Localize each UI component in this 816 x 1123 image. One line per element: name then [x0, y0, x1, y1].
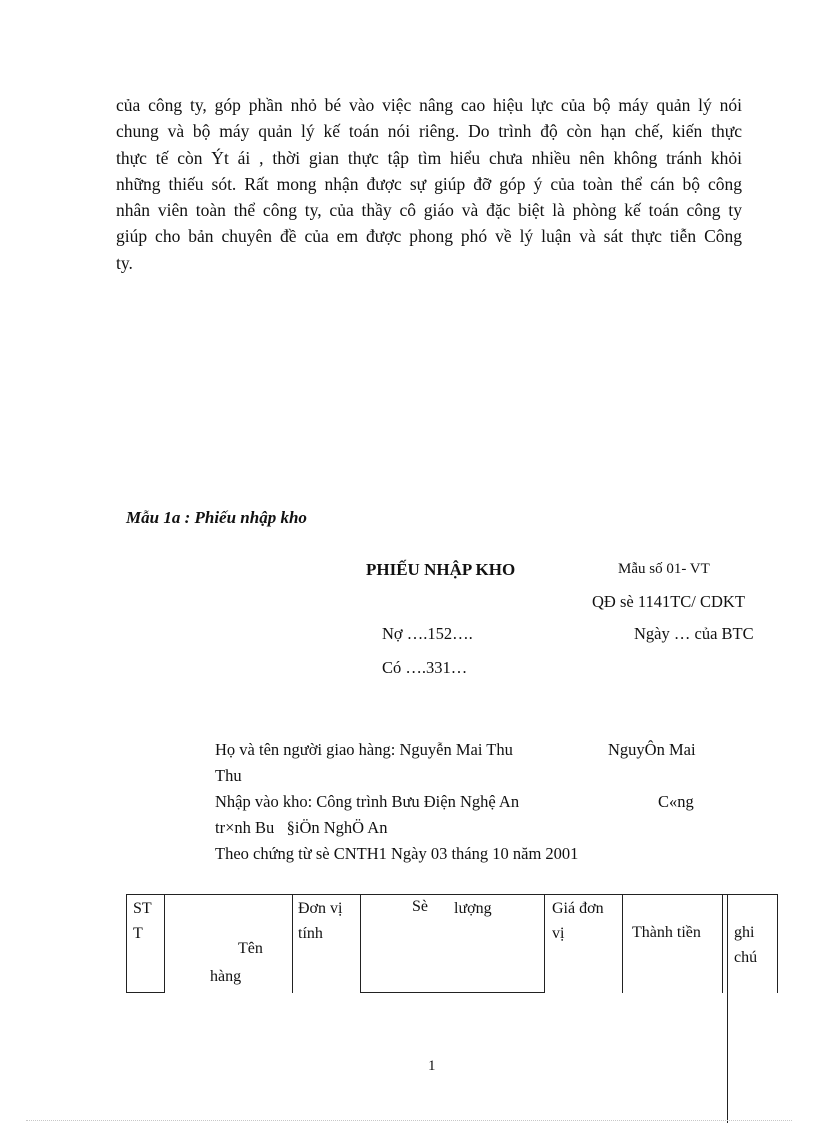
header-unit: Đơn vị tính	[298, 900, 343, 942]
paragraph-line: thực tế còn Ýt ái , thời gian thực tập tìm hiểu chưa nhiều nên không tránh khỏi	[116, 147, 742, 168]
header-note: ghi chú	[734, 924, 758, 966]
warehouse-line: Nhập vào kho: Công trình Bưu Điện Nghệ An	[215, 792, 520, 811]
paragraph-line: ty.	[116, 252, 133, 273]
form-title: PHIẾU NHẬP KHO	[366, 560, 516, 579]
paragraph-line: những thiếu sót. Rất mong nhận được sự giúp đỡ góp ý của toàn thể cán bộ công	[116, 173, 742, 194]
header-unit-price: Giá đơn vị	[552, 900, 604, 942]
header-qty: lượng	[454, 900, 492, 917]
header-amount: Thành tiền	[632, 924, 701, 941]
warehouse-line-cont: tr×nh Bu §iÖn NghÖ An	[215, 818, 388, 837]
voucher-line: Theo chứng từ sè CNTH1 Ngày 03 tháng 10 năm 2001	[215, 844, 579, 863]
paragraph-line: nhân viên toàn thể công ty, của thầy cô giáo và đặc biệt là phòng kế toán công ty	[116, 200, 742, 221]
decision-number: QĐ sè 1141TC/ CDKT	[592, 592, 745, 611]
header-stt: ST T	[133, 900, 152, 942]
debit-account: Nợ ….152….	[382, 624, 473, 643]
deliverer-line-garbled: NguyÔn Mai	[608, 740, 696, 759]
page-number: 1	[428, 1058, 436, 1074]
warehouse-line-garbled: C«ng	[658, 792, 694, 811]
header-name-bottom: hàng	[210, 968, 242, 985]
paragraph-line: chung và bộ máy quản lý kế toán nói riêng. Do trình độ còn hạn chế, kiến thực	[116, 121, 742, 142]
receipt-table	[126, 894, 778, 993]
paragraph-line: của công ty, góp phần nhỏ bé vào việc nâng cao hiệu lực của bộ máy quản lý nói	[116, 95, 742, 115]
body-paragraph	[116, 92, 742, 276]
credit-account: Có ….331…	[382, 658, 468, 677]
deliverer-line: Họ và tên người giao hàng: Nguyễn Mai Thu	[215, 740, 513, 759]
header-qty-top: Sè	[412, 898, 428, 915]
btc-date: Ngày … của BTC	[634, 624, 754, 643]
paragraph-line: giúp cho bản chuyên đề của em được phong phó về lý luận và sát thực tiễn Công	[116, 226, 742, 247]
page-divider	[26, 1120, 792, 1121]
header-name-top: Tên	[238, 940, 263, 957]
form-number: Mẫu số 01- VT	[618, 561, 710, 577]
deliverer-line-cont: Thu	[215, 766, 242, 785]
form-caption: Mẫu 1a : Phiếu nhập kho	[126, 508, 307, 527]
